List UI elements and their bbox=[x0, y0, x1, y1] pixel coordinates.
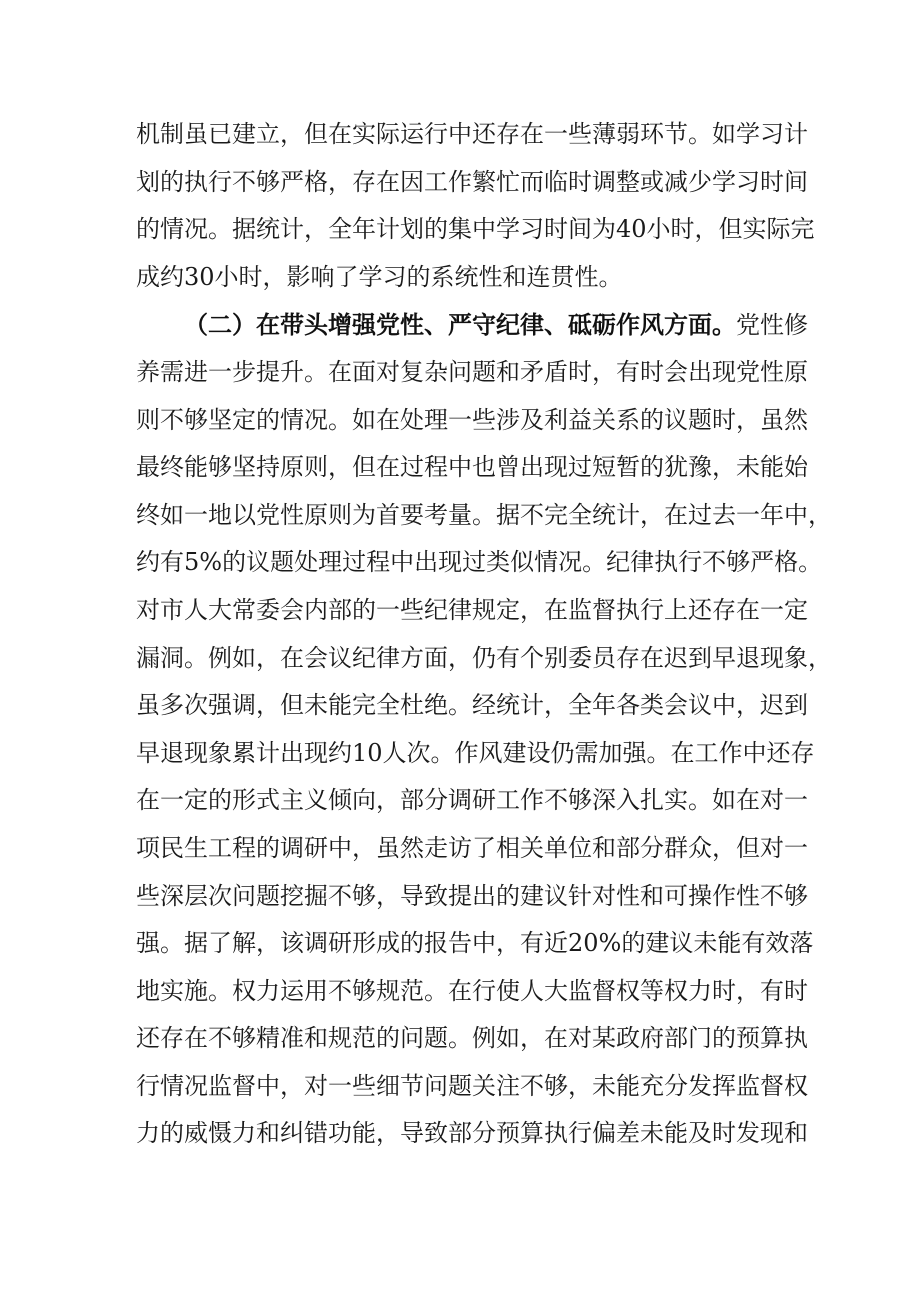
paragraph-line: 机制虽已建立，但在实际运行中还存在一些薄弱环节。如学习计 bbox=[136, 120, 808, 148]
paragraph-line: 则不够坚定的情况。如在处理一些涉及利益关系的议题时，虽然 bbox=[136, 405, 808, 434]
paragraph-line: 的情况。据统计，全年计划的集中学习时间为40小时，但实际完 bbox=[136, 215, 815, 244]
paragraph-line: 划的执行不够严格，存在因工作繁忙而临时调整或减少学习时间 bbox=[136, 167, 808, 196]
paragraph-line: 在一定的形式主义倾向，部分调研工作不够深入扎实。如在对一 bbox=[136, 786, 808, 815]
section-heading-tail: 党性修 bbox=[736, 311, 808, 340]
paragraph-line: 约有5%的议题处理过程中出现过类似情况。纪律执行不够严格。 bbox=[136, 548, 823, 577]
document-body bbox=[136, 111, 832, 1158]
section-heading: （二）在带头增强党性、严守纪律、砥砺作风方面。 bbox=[184, 310, 736, 340]
paragraph-line: 终如一地以党性原则为首要考量。据不完全统计，在过去一年中， bbox=[136, 500, 832, 529]
paragraph-line: 漏洞。例如，在会议纪律方面，仍有个别委员存在迟到早退现象， bbox=[136, 643, 832, 672]
paragraph-line: 项民生工程的调研中，虽然走访了相关单位和部分群众，但对一 bbox=[136, 833, 808, 862]
paragraph-line: 行情况监督中，对一些细节问题关注不够，未能充分发挥监督权 bbox=[136, 1071, 808, 1100]
paragraph-line: 对市人大常委会内部的一些纪律规定，在监督执行上还存在一定 bbox=[136, 595, 808, 624]
paragraph-line: 些深层次问题挖掘不够，导致提出的建议针对性和可操作性不够 bbox=[136, 881, 808, 910]
paragraph-line: 早退现象累计出现约10人次。作风建设仍需加强。在工作中还存 bbox=[136, 738, 815, 767]
section-heading-line bbox=[136, 301, 808, 349]
paragraph-line: 强。据了解，该调研形成的报告中，有近20%的建议未能有效落 bbox=[136, 929, 814, 958]
paragraph-line: 虽多次强调，但未能完全杜绝。经统计，全年各类会议中，迟到 bbox=[136, 691, 808, 720]
paragraph-line: 还存在不够精准和规范的问题。例如，在对某政府部门的预算执 bbox=[136, 1024, 808, 1053]
paragraph-line: 养需进一步提升。在面对复杂问题和矛盾时，有时会出现党性原 bbox=[136, 357, 808, 386]
paragraph-line: 力的威慑力和纠错功能，导致部分预算执行偏差未能及时发现和 bbox=[136, 1119, 808, 1148]
paragraph-line: 最终能够坚持原则，但在过程中也曾出现过短暂的犹豫，未能始 bbox=[136, 453, 808, 482]
paragraph-line: 成约30小时，影响了学习的系统性和连贯性。 bbox=[136, 262, 623, 291]
paragraph-line: 地实施。权力运用不够规范。在行使人大监督权等权力时，有时 bbox=[136, 976, 808, 1005]
